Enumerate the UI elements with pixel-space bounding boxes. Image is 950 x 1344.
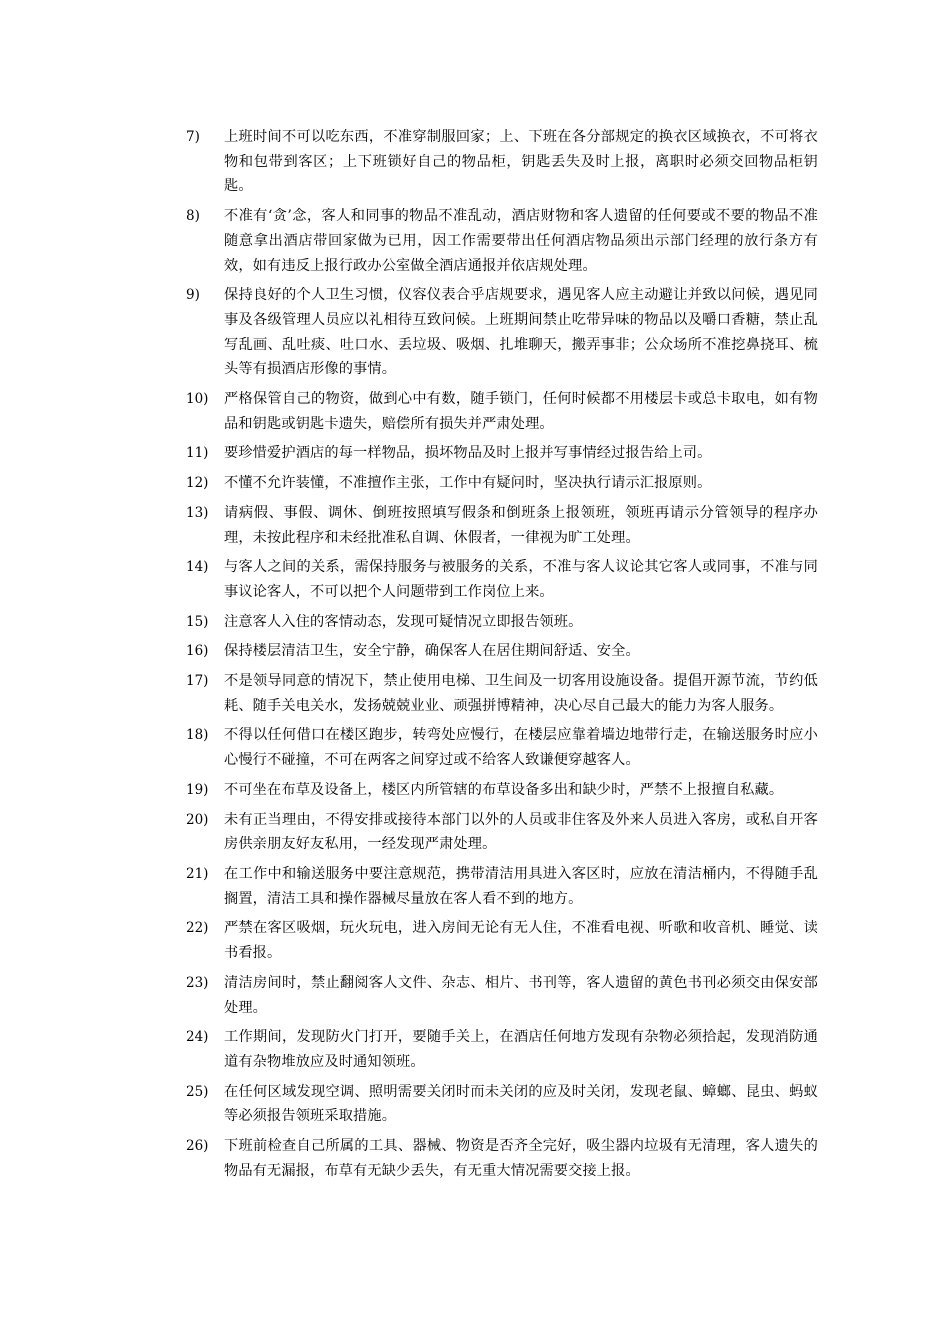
rule-item (186, 441, 818, 466)
rule-text: 在工作中和输送服务中要注意规范，携带清洁用具进入客区时，应放在清洁桶内，不得随手乱搁置，清洁工具和操作器械尽量放在客人看不到的地方。 (224, 865, 818, 907)
rule-item (186, 610, 818, 635)
rule-text: 不可坐在布草及设备上，楼区内所管辖的布草设备多出和缺少时，严禁不上报擅自私藏。 (224, 781, 784, 798)
rule-item (186, 1134, 818, 1183)
rule-text: 严格保管自己的物资，做到心中有数，随手锁门，任何时候都不用楼层卡或总卡取电，如有物品和钥匙或钥匙卡遗失，赔偿所有损失并严肃处理。 (224, 391, 818, 432)
rule-text: 下班前检查自己所属的工具、器械、物资是否齐全完好，吸尘器内垃圾有无清理，客人遗失的物品有无漏报，布草有无缺少丢失，有无重大情况需要交接上报。 (224, 1138, 818, 1179)
rule-number: 10) (186, 391, 209, 408)
rule-text: 要珍惜爱护酒店的每一样物品，损坏物品及时上报并写事情经过报告给上司。 (224, 445, 712, 462)
rule-item (186, 723, 818, 772)
rule-number: 8) (186, 208, 200, 225)
rule-item (186, 387, 818, 436)
rule-text: 清洁房间时，禁止翻阅客人文件、杂志、相片、书刊等，客人遗留的黄色书刊必须交由保安部处理。 (224, 974, 818, 1016)
rule-item (186, 1080, 818, 1129)
rule-number: 24) (186, 1029, 209, 1046)
rule-text: 请病假、事假、调休、倒班按照填写假条和倒班条上报领班，领班再请示分管领导的程序办理，未按此程序和未经批准私自调、休假者，一律视为旷工处理。 (224, 504, 818, 546)
rule-text: 不是领导同意的情况下，禁止使用电梯、卫生间及一切客用设施设备。提倡开源节流，节约低耗、随手关电关水，发扬兢兢业业、顽强拼博精神，决心尽自己最大的能力为客人服务。 (224, 673, 818, 714)
rule-item (186, 916, 818, 965)
rule-text: 保持楼层清洁卫生，安全宁静，确保客人在居住期间舒适、安全。 (224, 643, 640, 660)
rule-text: 严禁在客区吸烟，玩火玩电，进入房间无论有无人住，不准看电视、听歌和收音机、睡觉、读书看报。 (224, 920, 818, 962)
rule-number: 26) (186, 1138, 209, 1155)
rule-number: 18) (186, 727, 209, 744)
rule-text: 保持良好的个人卫生习惯，仪容仪表合乎店规要求，遇见客人应主动避让并致以问候，遇见同事及各级管理人员应以礼相待互致问候。上班期间禁止吃带异味的物品以及嚼口香糖，禁止乱写乱画、乱吐痰、吐口水、丢垃圾、吸烟、扎堆聊天，搬弄事非；公众场所不准挖鼻挠耳、梳头等有损酒店形像的事情。 (224, 287, 818, 378)
rule-item (186, 639, 818, 664)
rule-item (186, 501, 818, 550)
rule-item (186, 283, 818, 382)
rule-text: 工作期间，发现防火门打开，要随手关上，在酒店任何地方发现有杂物必须拾起，发现消防通道有杂物堆放应及时通知领班。 (224, 1029, 818, 1070)
rule-number: 21) (186, 865, 209, 882)
rule-item (186, 471, 818, 496)
rule-item (186, 555, 818, 604)
rule-number: 7) (186, 129, 200, 145)
rule-text: 注意客人入住的客情动态，发现可疑情况立即报告领班。 (224, 613, 583, 630)
rule-text: 不得以任何借口在楼区跑步，转弯处应慢行，在楼层应靠着墙边地带行走，在输送服务时应小心慢行不碰撞，不可在两客之间穿过或不给客人致谦便穿越客人。 (224, 727, 818, 769)
rule-number: 12) (186, 475, 209, 492)
rule-text: 在任何区域发现空调、照明需要关闭时而未关闭的应及时关闭，发现老鼠、蟑螂、昆虫、蚂蚁等必须报告领班采取措施。 (224, 1083, 818, 1125)
rule-number: 23) (186, 974, 209, 991)
rule-text: 不懂不允许装懂，不准擅作主张，工作中有疑问时，坚决执行请示汇报原则。 (224, 475, 712, 492)
rule-number: 19) (186, 781, 209, 798)
rule-number: 13) (186, 504, 209, 521)
rule-number: 25) (186, 1083, 209, 1100)
rule-number: 15) (186, 613, 209, 630)
rules-list (186, 125, 818, 1188)
rule-number: 22) (186, 920, 209, 937)
rule-item (186, 971, 818, 1020)
rule-number: 9) (186, 287, 200, 304)
rule-text: 与客人之间的关系，需保持服务与被服务的关系，不准与客人议论其它客人或同事，不准与同事议论客人，不可以把个人问题带到工作岗位上来。 (224, 559, 818, 600)
rule-text: 未有正当理由，不得安排或接待本部门以外的人员或非住客及外来人员进入客房，或私自开客房供亲朋友好友私用，一经发现严肃处理。 (224, 811, 818, 853)
rule-text: 不准有‘贪’念，客人和同事的物品不准乱动，酒店财物和客人遗留的任何要或不要的物品不准随意拿出酒店带回家做为已用，因工作需要带出任何酒店物品须出示部门经理的放行条方有效，如有违反上报行政办公室做全酒店通报并依店规处理。 (224, 208, 818, 274)
rule-item (186, 204, 818, 278)
rule-item (186, 862, 818, 911)
rule-number: 17) (186, 673, 209, 690)
rule-number: 20) (186, 811, 209, 828)
rule-item (186, 778, 818, 803)
rule-item (186, 669, 818, 718)
rule-number: 14) (186, 559, 209, 576)
rule-number: 16) (186, 643, 209, 660)
rule-text: 上班时间不可以吃东西，不准穿制服回家；上、下班在各分部规定的换衣区域换衣，不可将衣物和包带到客区；上下班锁好自己的物品柜，钥匙丢失及时上报，离职时必须交回物品柜钥匙。 (224, 129, 818, 195)
rule-item (186, 1025, 818, 1074)
rule-item (186, 808, 818, 857)
rule-item (186, 125, 818, 199)
rule-number: 11) (186, 445, 209, 462)
